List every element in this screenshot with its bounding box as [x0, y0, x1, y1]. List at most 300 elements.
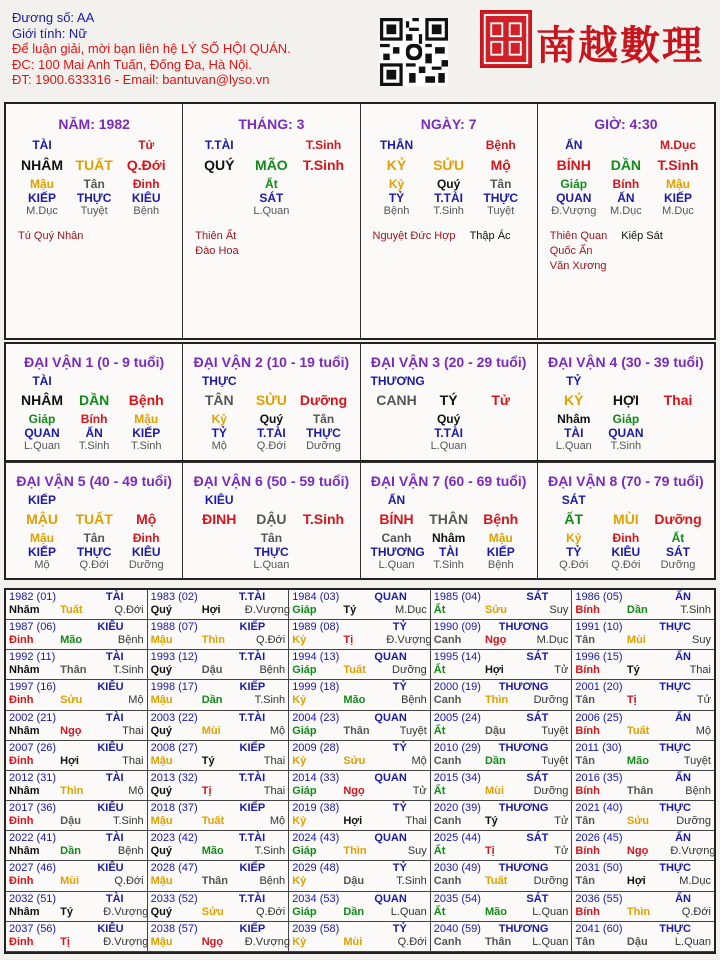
dai-van-title: ĐẠI VẬN 7 (60 - 69 tuổi) — [370, 473, 527, 489]
year-body — [434, 845, 569, 858]
pillar-hidden-stems — [6, 177, 182, 191]
year-god: T.TÀI — [238, 651, 266, 664]
dai-van-2 — [361, 344, 538, 460]
year-body — [434, 906, 569, 919]
pillar-hidden-stems — [183, 177, 359, 191]
dai-van-hidden-1: Giáp — [612, 412, 640, 426]
year-branch: Mùi — [201, 724, 221, 737]
address: ĐC: 100 Mai Anh Tuấn, Đống Đa, Hà Nội. — [12, 56, 252, 72]
year-stem: Nhâm — [9, 604, 40, 616]
year-head — [151, 681, 286, 694]
year-body — [292, 845, 427, 858]
year-body — [9, 875, 144, 888]
year-branch: Tị — [60, 935, 70, 948]
pillar-hidden-stems-2: Tân — [490, 177, 512, 191]
year-cell — [572, 922, 714, 952]
pillar-stem-branch-0: KỶ — [386, 157, 407, 173]
year-head — [575, 621, 711, 634]
dai-van-gods — [183, 545, 359, 559]
year-god: QUAN — [374, 771, 407, 784]
dai-van-life-2: Bệnh — [487, 559, 514, 571]
dai-van-gods-1: ẤN — [85, 426, 103, 440]
star-name: Thập Ác — [469, 230, 511, 242]
pillar-hidden-stems-2: Đinh — [132, 177, 160, 191]
dai-van-god: KIẾP — [28, 493, 57, 507]
year-body — [292, 815, 427, 828]
annual-luck-table — [4, 588, 716, 954]
year-label: 1985 (04) — [433, 591, 481, 603]
year-life-stage: Mộ — [269, 815, 286, 828]
dai-van-gods-0 — [371, 426, 423, 440]
dai-van-hidden-2: Mậu — [134, 412, 159, 426]
pillar-gods-1: ẤN — [617, 191, 635, 205]
pillar-stars — [183, 229, 359, 259]
year-branch: Sửu — [484, 604, 507, 616]
year-god: THƯƠNG — [498, 681, 549, 694]
star-name: Quốc Ấn — [549, 245, 593, 257]
year-life-stage: T.Sinh — [113, 815, 144, 828]
dai-van-stem-branch-1: TUẤT — [75, 511, 113, 527]
dai-van-stem-branch-1: DẬU — [256, 511, 287, 527]
year-cell — [6, 922, 148, 952]
year-stem: Tân — [575, 694, 595, 707]
four-pillars — [4, 102, 716, 340]
dai-van-stem-branch-2: Bệnh — [483, 511, 519, 527]
year-branch: Thìn — [201, 634, 225, 647]
year-branch: Thân — [201, 875, 229, 888]
star-line — [550, 244, 702, 259]
year-branch: Thân — [484, 935, 512, 948]
year-stem: Tân — [575, 815, 595, 828]
year-branch: Thìn — [626, 905, 651, 918]
star-line — [550, 229, 702, 244]
year-branch: Tý — [484, 815, 498, 828]
dai-van-life — [183, 559, 359, 571]
dai-van-title: ĐẠI VẬN 8 (70 - 79 tuổi) — [548, 473, 704, 489]
dai-van-top — [6, 493, 182, 507]
year-stem: Bính — [575, 604, 600, 616]
year-body — [9, 785, 144, 798]
year-life-stage: Đ.Vượng — [386, 634, 432, 647]
year-head — [575, 772, 711, 785]
year-branch: Dậu — [484, 724, 506, 737]
year-head — [434, 832, 569, 845]
year-life-stage: M.Dục — [679, 875, 711, 888]
year-life-stage: T.Sinh — [254, 694, 286, 707]
year-cell — [431, 771, 573, 801]
pillar-title: GIỜ: 4:30 — [594, 116, 658, 132]
year-branch: Hợi — [60, 754, 79, 767]
year-branch: Dậu — [626, 935, 648, 948]
year-stem: Mậu — [150, 634, 173, 647]
year-head — [434, 712, 569, 725]
year-body — [151, 694, 286, 707]
dai-van-stem-branch-0: ẤT — [564, 511, 584, 527]
pillar-top-1 — [600, 138, 652, 152]
year-label: 2008 (27) — [150, 741, 198, 754]
dai-van-hidden — [6, 531, 182, 545]
year-stem: Quý — [150, 724, 172, 737]
year-label: 2031 (50) — [575, 862, 623, 875]
pillar-title: NĂM: 1982 — [58, 116, 130, 132]
year-branch: Dần — [201, 694, 223, 707]
year-head — [9, 772, 144, 785]
year-god: ẤN — [675, 711, 691, 724]
year-stem: Đinh — [9, 875, 34, 888]
year-head — [434, 772, 569, 785]
year-label: 1987 (06) — [9, 621, 57, 634]
year-label: 2013 (32) — [150, 771, 198, 784]
dai-van-pad-1 — [423, 374, 475, 388]
year-head — [292, 591, 427, 604]
dai-van-pad-2 — [652, 374, 704, 388]
year-cell — [6, 892, 148, 922]
year-stem: Canh — [433, 875, 462, 888]
pillar-top-2: T.Sinh — [305, 138, 342, 152]
dai-van-pad-2 — [297, 374, 349, 388]
year-branch: Tuất — [626, 724, 650, 737]
year-cell — [289, 711, 431, 741]
year-body — [434, 634, 569, 647]
year-stem: Kỷ — [292, 634, 307, 647]
dai-van-life-0: Mộ — [211, 440, 227, 452]
year-cell — [431, 892, 573, 922]
year-life-stage: Đ.Vượng — [103, 905, 149, 918]
dai-van-hidden-0: Kỷ — [566, 531, 582, 545]
year-head — [9, 923, 144, 936]
pillar-life-stage-0 — [193, 205, 245, 217]
year-label: 2025 (44) — [433, 832, 481, 845]
year-branch: Tý — [60, 905, 73, 918]
year-body — [292, 755, 427, 768]
dai-van-hidden-1: Đinh — [612, 531, 640, 545]
qr-code-icon — [380, 18, 448, 86]
year-god: SÁT — [526, 892, 549, 905]
year-body — [292, 604, 427, 617]
year-cell — [148, 650, 290, 680]
year-life-stage: Tuyệt — [399, 724, 427, 737]
year-life-stage: Mộ — [695, 724, 711, 737]
year-branch: Ngọ — [626, 845, 649, 858]
year-god: ẤN — [675, 892, 691, 905]
year-head — [151, 923, 286, 936]
year-label: 2019 (38) — [292, 802, 340, 815]
dai-van-hidden-2: Ất — [671, 531, 685, 545]
dai-van-hidden — [538, 412, 714, 426]
dai-van-stem-branch — [183, 511, 359, 527]
year-branch: Tuất — [201, 815, 225, 828]
dai-van-stem-branch — [538, 511, 714, 527]
dai-van-life — [183, 440, 359, 452]
year-branch: Sửu — [626, 815, 649, 828]
pillar-gods-1: SÁT — [259, 191, 284, 205]
pillar-life-stage-1: T.Sinh — [433, 205, 464, 217]
dai-van-pad-1 — [600, 374, 652, 388]
year-god: THỰC — [659, 681, 691, 694]
year-head — [575, 862, 711, 875]
pillar-life-stage — [361, 205, 537, 217]
dai-van-gods — [361, 426, 537, 440]
year-stem: Bính — [575, 664, 600, 677]
year-head — [434, 802, 569, 815]
year-god: T.TÀI — [238, 832, 266, 845]
pillar-stem-branch-2: T.Sinh — [657, 157, 699, 173]
dai-van-gods-0: THƯƠNG — [370, 545, 425, 559]
dai-van-gods-1: T.TÀI — [257, 426, 286, 440]
pillar-gods-0: TỶ — [388, 191, 405, 205]
dai-van-top — [183, 493, 359, 507]
dai-van-gods-0 — [193, 545, 245, 559]
year-cell — [148, 680, 290, 710]
header-info — [12, 10, 291, 88]
year-cell — [289, 590, 431, 620]
year-god: TÀI — [105, 651, 124, 664]
year-stem: Nhâm — [9, 784, 40, 797]
year-life-stage: Mộ — [269, 724, 286, 737]
year-stem: Kỷ — [292, 694, 307, 707]
star-line — [373, 229, 525, 244]
dai-van-gods-1: QUAN — [608, 426, 644, 440]
year-cell — [289, 831, 431, 861]
year-god: TỶ — [392, 681, 407, 694]
pillar-life-stage-0: Đ.Vượng — [551, 205, 597, 217]
year-label: 1986 (05) — [575, 591, 623, 603]
year-head — [9, 802, 144, 815]
year-stem: Ất — [433, 845, 446, 858]
year-god: KIÊU — [97, 681, 124, 694]
year-label: 2030 (49) — [433, 862, 481, 875]
year-stem: Giáp — [292, 664, 317, 677]
dai-van-life-0 — [193, 559, 245, 571]
year-life-stage: T.Sinh — [396, 875, 427, 888]
dai-van-pad-2 — [475, 493, 527, 507]
year-branch: Dần — [343, 905, 365, 918]
dai-van-top — [6, 374, 182, 388]
year-label: 2033 (52) — [150, 892, 198, 905]
year-stem: Mậu — [150, 754, 173, 767]
pillar-life-stage-2: M.Dục — [662, 205, 694, 217]
year-head — [151, 742, 286, 755]
dai-van-hidden-2 — [652, 412, 704, 426]
year-branch: Tý — [343, 604, 357, 616]
year-god: TÀI — [105, 591, 124, 603]
year-life-stage: Suy — [549, 604, 569, 616]
dai-van-gods-2: KIẾP — [132, 426, 161, 440]
dai-van-stem-branch-1: THÂN — [429, 511, 469, 527]
star-name: Thiên Ất — [195, 230, 237, 242]
year-head — [434, 681, 569, 694]
dai-van-hidden-2: Đinh — [132, 531, 160, 545]
pillar-stars — [361, 229, 537, 244]
pillar-top-2: Bệnh — [485, 138, 516, 152]
year-head — [575, 802, 711, 815]
dai-van-gods — [361, 545, 537, 559]
year-branch: Ngọ — [484, 634, 507, 647]
year-label: 2006 (25) — [575, 711, 623, 724]
year-label: 2037 (56) — [9, 922, 57, 935]
year-body — [151, 815, 286, 828]
dai-van-pad-1 — [423, 493, 475, 507]
year-life-stage: Thai — [263, 754, 286, 767]
pillar-life-stage-2: Bệnh — [133, 205, 160, 217]
year-cell — [572, 892, 714, 922]
year-label: 2028 (47) — [150, 862, 198, 875]
year-god: SÁT — [526, 651, 549, 664]
pillar-life-stage-1: M.Dục — [609, 205, 642, 217]
pillar-stem-branch-1: DẦN — [610, 157, 642, 173]
year-branch: Mùi — [60, 875, 80, 888]
dai-van-pad-2 — [297, 493, 349, 507]
year-cell — [6, 711, 148, 741]
year-god: THƯƠNG — [498, 922, 549, 935]
year-life-stage: Dưỡng — [533, 694, 569, 707]
dai-van-life-1: L.Quan — [253, 559, 290, 571]
pillar-hidden-stems-0: Mậu — [30, 177, 55, 191]
dai-van-god: TỶ — [566, 374, 582, 388]
year-label: 1997 (16) — [9, 681, 57, 694]
year-branch: Ngọ — [60, 724, 82, 737]
year-label: 2016 (35) — [575, 771, 623, 784]
year-body — [434, 815, 569, 828]
year-head — [292, 772, 427, 785]
dai-van-title: ĐẠI VẬN 6 (50 - 59 tuổi) — [193, 473, 350, 489]
year-label: 2005 (24) — [433, 711, 481, 724]
year-cell — [6, 620, 148, 650]
year-life-stage: Bệnh — [117, 634, 144, 647]
year-stem: Giáp — [292, 724, 317, 737]
year-stem: Kỷ — [292, 815, 307, 828]
year-life-stage: Thai — [405, 815, 427, 828]
year-head — [151, 591, 286, 604]
year-label: 2002 (21) — [9, 711, 57, 724]
year-cell — [431, 590, 573, 620]
pillar-top-1 — [423, 138, 475, 152]
dai-van-gods-0: QUAN — [24, 426, 60, 440]
year-life-stage: M.Dục — [395, 604, 427, 616]
year-cell — [148, 771, 290, 801]
year-life-stage: T.Sinh — [254, 845, 286, 858]
dai-van-gods-1: T.TÀI — [434, 426, 463, 440]
dai-van-life-0: Mộ — [34, 559, 50, 571]
dai-van-hidden-2: Mậu — [488, 531, 513, 545]
year-cell — [431, 801, 573, 831]
pillar-top-0: T.TÀI — [204, 138, 234, 152]
owner-name: Đương số: AA — [12, 10, 95, 25]
year-branch: Hợi — [626, 875, 646, 888]
star-name: Tú Quý Nhân — [18, 230, 84, 242]
dai-van-hidden-1: Nhâm — [431, 531, 466, 545]
year-body — [151, 634, 286, 647]
dai-van-pad-1 — [68, 374, 120, 388]
year-branch: Tị — [484, 845, 495, 858]
year-label: 1993 (12) — [150, 651, 198, 664]
year-label: 2014 (33) — [292, 771, 340, 784]
year-body — [151, 906, 286, 919]
year-god: TỶ — [392, 741, 407, 754]
dai-van-life-1: T.Sinh — [433, 559, 464, 571]
dai-van-life-1: Q.Đới — [256, 440, 286, 452]
dai-van-stem-branch — [361, 511, 537, 527]
dai-van-god: KIÊU — [204, 493, 234, 507]
pillar-top-2: Tử — [138, 138, 155, 152]
pillar-top-1 — [245, 138, 297, 152]
year-cell — [148, 892, 290, 922]
dai-van-stem-branch-2: Mộ — [136, 511, 157, 527]
pillar-stem-branch-0: QUÝ — [204, 157, 235, 173]
dai-van-gods-2: KIÊU — [131, 545, 161, 559]
year-cell — [289, 680, 431, 710]
year-body — [292, 725, 427, 738]
dai-van-hidden — [6, 412, 182, 426]
dai-van-0 — [6, 344, 183, 460]
dai-van-top — [538, 493, 714, 507]
year-label: 2001 (20) — [575, 681, 623, 694]
year-branch: Tý — [626, 664, 640, 677]
pillar-top — [183, 138, 359, 152]
year-life-stage: Tử — [412, 784, 427, 797]
year-stem: Kỷ — [292, 754, 307, 767]
year-stem: Giáp — [292, 905, 317, 918]
year-body — [575, 845, 716, 858]
pillar-stem-branch-0: BÍNH — [556, 157, 591, 173]
dai-van-stem-branch-0: BÍNH — [379, 511, 414, 527]
year-cell — [289, 650, 431, 680]
year-body — [292, 936, 427, 949]
year-stem: Kỷ — [292, 935, 307, 948]
year-god: SÁT — [526, 711, 549, 724]
year-body — [151, 845, 286, 858]
dai-van-hidden-1: Tân — [260, 531, 283, 545]
year-branch: Hợi — [343, 815, 363, 828]
year-stem: Giáp — [292, 604, 317, 616]
year-cell — [289, 801, 431, 831]
year-label: 2020 (39) — [433, 802, 481, 815]
red-seal-icon — [480, 10, 532, 68]
year-stem: Canh — [433, 694, 462, 707]
year-god: KIẾP — [239, 681, 266, 694]
year-life-stage: Tử — [554, 815, 569, 828]
dai-van-life-1: L.Quan — [430, 440, 467, 452]
year-label: 1998 (17) — [150, 681, 198, 694]
year-head — [575, 832, 711, 845]
dai-van-life — [6, 559, 182, 571]
dai-van-stem-branch — [6, 392, 182, 408]
year-body — [292, 694, 427, 707]
year-stem: Mậu — [150, 875, 173, 888]
pillar-gods-2: KIẾP — [663, 191, 692, 205]
dai-van-3 — [538, 344, 714, 460]
dai-van-pad-1 — [245, 374, 297, 388]
year-cell — [6, 831, 148, 861]
pillar-life-stage-1: L.Quan — [253, 205, 290, 217]
logo-title: 南越數理 — [536, 22, 704, 69]
year-life-stage: Bệnh — [259, 664, 286, 677]
year-label: 2003 (22) — [150, 711, 198, 724]
year-label: 1994 (13) — [292, 651, 340, 664]
year-stem: Đinh — [9, 694, 34, 707]
dai-van-title: ĐẠI VẬN 2 (10 - 19 tuổi) — [193, 354, 350, 370]
year-god: QUAN — [374, 651, 407, 664]
year-head — [151, 651, 286, 664]
year-label: 2021 (40) — [575, 802, 623, 815]
year-label: 1992 (11) — [9, 651, 56, 664]
year-body — [9, 725, 144, 738]
dai-van-pad-1 — [245, 493, 297, 507]
year-god: T.TÀI — [238, 711, 266, 724]
year-cell — [148, 861, 290, 891]
year-label: 2027 (46) — [9, 862, 57, 875]
year-god: KIÊU — [97, 922, 124, 935]
